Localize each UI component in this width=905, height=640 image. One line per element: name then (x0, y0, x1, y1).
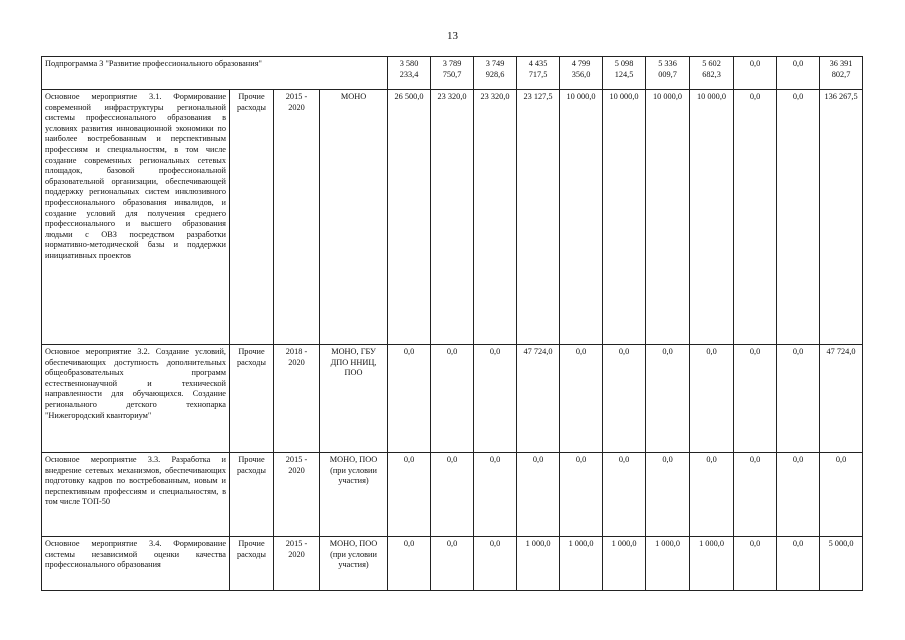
activity-description: Основное мероприятие 3.2. Создание условий, обеспечивающих доступность дополнительных общеобразовательных программ естественнонаучной и технической направленности для обучающихся. Создание регионального детского технопарка "Нижегородский кванториум" (42, 345, 230, 453)
value-cell: 5 602 682,3 (690, 57, 734, 90)
table-row (42, 90, 863, 345)
value-cell: 0,0 (734, 453, 777, 537)
period: 2015 - 2020 (274, 537, 320, 591)
table-row (42, 537, 863, 591)
value-cell: 26 500,0 (388, 90, 431, 345)
subprogram-row (42, 57, 863, 90)
executor: МОНО, ПОО (при условии участия) (320, 537, 388, 591)
value-cell: 0,0 (388, 345, 431, 453)
executor: МОНО, ПОО (при условии участия) (320, 453, 388, 537)
value-cell: 0,0 (431, 537, 474, 591)
value-cell: 3 749 928,6 (474, 57, 517, 90)
table-row (42, 345, 863, 453)
value-cell: 0,0 (431, 345, 474, 453)
subprogram-title: Подпрограмма 3 "Развитие профессионального образования" (42, 57, 388, 90)
page-number: 13 (447, 30, 458, 42)
value-cell: 47 724,0 (517, 345, 560, 453)
total-cell: 5 000,0 (820, 537, 863, 591)
value-cell: 1 000,0 (690, 537, 734, 591)
period: 2018 - 2020 (274, 345, 320, 453)
value-cell: 23 320,0 (474, 90, 517, 345)
value-cell: 0,0 (388, 453, 431, 537)
value-cell: 0,0 (474, 453, 517, 537)
value-cell: 4 799 356,0 (560, 57, 603, 90)
value-cell: 0,0 (646, 345, 690, 453)
value-cell: 23 127,5 (517, 90, 560, 345)
value-cell: 0,0 (560, 453, 603, 537)
value-cell: 0,0 (777, 57, 820, 90)
value-cell: 5 336 009,7 (646, 57, 690, 90)
value-cell: 0,0 (603, 345, 646, 453)
value-cell: 0,0 (388, 537, 431, 591)
total-cell: 47 724,0 (820, 345, 863, 453)
value-cell: 10 000,0 (646, 90, 690, 345)
value-cell: 0,0 (734, 345, 777, 453)
value-cell: 0,0 (560, 345, 603, 453)
period: 2015 - 2020 (274, 453, 320, 537)
value-cell: 0,0 (646, 453, 690, 537)
value-cell: 0,0 (517, 453, 560, 537)
value-cell: 1 000,0 (603, 537, 646, 591)
value-cell: 10 000,0 (560, 90, 603, 345)
value-cell: 1 000,0 (560, 537, 603, 591)
executor: МОНО, ГБУ ДПО ННИЦ, ПОО (320, 345, 388, 453)
value-cell: 23 320,0 (431, 90, 474, 345)
activity-description: Основное мероприятие 3.3. Разработка и внедрение сетевых механизмов, обеспечивающих подготовку кадров по востребованным, новым и перспективным профессиям и специальностям, в том числе ТОП-50 (42, 453, 230, 537)
value-cell: 10 000,0 (603, 90, 646, 345)
activity-description: Основное мероприятие 3.1. Формирование современной инфраструктуры региональной системы профессионального образования в условиях развития инновационной экономики по наиболее востребованным и перспективным профессиям и специальностям, в том числе создание современных региональных сетевых площадок, базовой профессиональной образовательной организации, обеспечивающей поддержку региональных систем инклюзивного профессионального образования инвалидов, и создание условий для получения среднего профессионального и высшего образования людьми с ОВЗ посредством разработки нормативно-методической базы и поддержки инициативных проектов (42, 90, 230, 345)
executor: МОНО (320, 90, 388, 345)
value-cell: 0,0 (734, 57, 777, 90)
value-cell: 0,0 (474, 537, 517, 591)
value-cell: 4 435 717,5 (517, 57, 560, 90)
table-row (42, 453, 863, 537)
total-cell: 136 267,5 (820, 90, 863, 345)
value-cell: 0,0 (734, 90, 777, 345)
total-cell: 0,0 (820, 453, 863, 537)
value-cell: 0,0 (431, 453, 474, 537)
value-cell: 3 789 750,7 (431, 57, 474, 90)
value-cell: 0,0 (777, 90, 820, 345)
program-table (41, 56, 863, 591)
value-cell: 0,0 (777, 453, 820, 537)
activity-description: Основное мероприятие 3.4. Формирование системы независимой оценки качества профессионального образования (42, 537, 230, 591)
value-cell: 10 000,0 (690, 90, 734, 345)
expense-type: Прочие расходы (230, 90, 274, 345)
value-cell: 0,0 (777, 537, 820, 591)
expense-type: Прочие расходы (230, 537, 274, 591)
value-cell: 3 580 233,4 (388, 57, 431, 90)
expense-type: Прочие расходы (230, 453, 274, 537)
value-cell: 1 000,0 (646, 537, 690, 591)
total-cell: 36 391 802,7 (820, 57, 863, 90)
value-cell: 0,0 (690, 345, 734, 453)
value-cell: 1 000,0 (517, 537, 560, 591)
value-cell: 0,0 (777, 345, 820, 453)
value-cell: 0,0 (690, 453, 734, 537)
period: 2015 - 2020 (274, 90, 320, 345)
value-cell: 0,0 (734, 537, 777, 591)
expense-type: Прочие расходы (230, 345, 274, 453)
value-cell: 5 098 124,5 (603, 57, 646, 90)
value-cell: 0,0 (474, 345, 517, 453)
value-cell: 0,0 (603, 453, 646, 537)
